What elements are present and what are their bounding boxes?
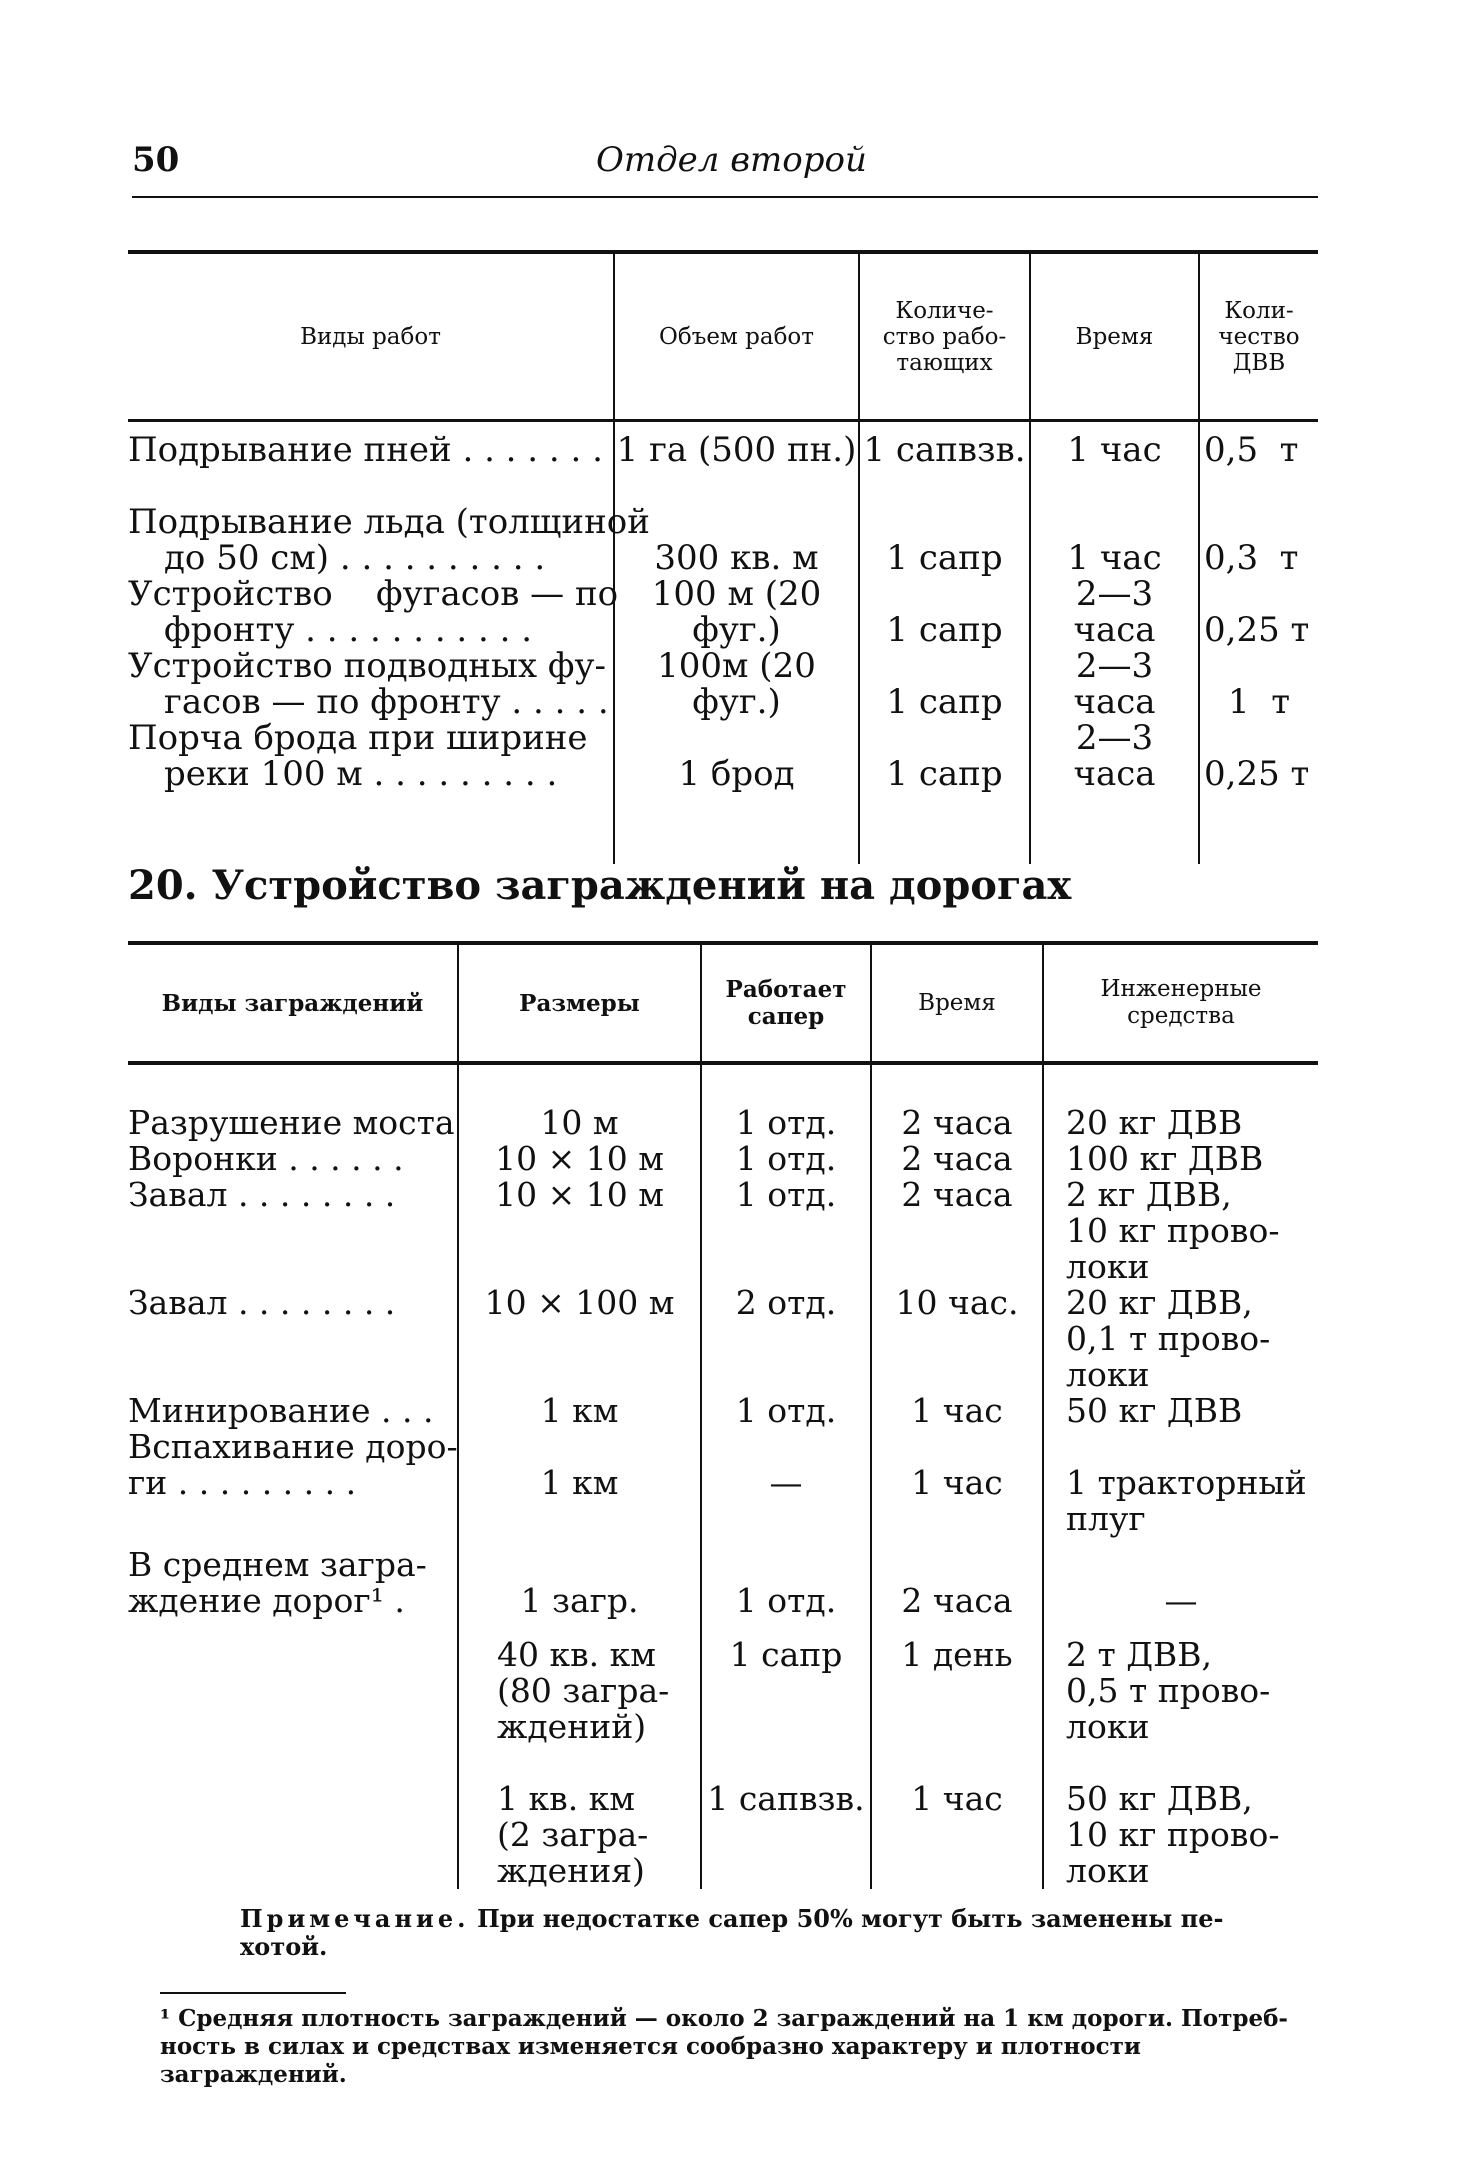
t1-row1-amount: 0,5 т <box>1199 432 1318 504</box>
t2-row2-time: 2 часа <box>871 1141 1043 1177</box>
t2-row1-sapper: 1 отд. <box>701 1105 871 1141</box>
table-row <box>128 720 1318 792</box>
t1-row5-work-l2: реки 100 м . . . . . . . . . <box>164 754 558 794</box>
t1-row5-work-l1: Порча брода при ширине <box>128 718 588 758</box>
t1-row3-workers: 1 сапр <box>859 576 1030 648</box>
t2-row3-type: Завал . . . . . . . . <box>128 1175 396 1214</box>
t2-header-sapper: Работает сапер <box>701 945 871 1063</box>
t2-row4-time: 10 час. <box>871 1285 1043 1393</box>
t2-row4-type: Завал . . . . . . . . <box>128 1283 396 1322</box>
table-works <box>128 254 1318 864</box>
table-row <box>128 1105 1318 1141</box>
note-text: При недостатке сапер 50% могут быть заменены пе- хотой. <box>240 1904 1224 1961</box>
table-row <box>128 504 1318 576</box>
t1-row1-volume: 1 га (500 пн.) <box>614 432 859 504</box>
t2-row5-time: 1 час <box>871 1393 1043 1429</box>
t2-header-means: Инженерные средства <box>1043 945 1318 1063</box>
footnote-rule <box>160 1992 346 1994</box>
t1-row2-time: 1 час <box>1030 504 1199 576</box>
t1-row3-work-l1: Устройство фугасов — по <box>128 574 619 614</box>
t1-row2-volume: 300 кв. м <box>614 504 859 576</box>
t1-row2-work-l2: до 50 см) . . . . . . . . . . <box>164 538 546 578</box>
page-number: 50 <box>132 140 180 180</box>
t1-row5-time: 2—3 часа <box>1030 720 1199 792</box>
table-row <box>128 1537 1318 1619</box>
t2-row7-time: 2 часа <box>871 1537 1043 1619</box>
table-row <box>128 576 1318 648</box>
t1-row4-time: 2—3 часа <box>1030 648 1199 720</box>
table1-header-row <box>128 254 1318 421</box>
t2-row7-means: — <box>1043 1537 1318 1619</box>
t2-row9-time: 1 час <box>871 1771 1043 1889</box>
t1-row5-volume: 1 брод <box>614 720 859 792</box>
t2-row8-means: 2 т ДВВ, 0,5 т прово- локи <box>1043 1619 1318 1771</box>
t1-header-time: Время <box>1030 254 1199 421</box>
t2-row8-time: 1 день <box>871 1619 1043 1771</box>
table-row <box>128 1771 1318 1889</box>
t1-row3-amount: 0,25 т <box>1199 576 1318 648</box>
table-row <box>128 1429 1318 1537</box>
t1-row2-amount: 0,3 т <box>1199 504 1318 576</box>
table-note <box>240 1905 1320 1961</box>
t2-row5-type: Минирование . . . <box>128 1391 434 1430</box>
t1-row4-volume: 100м (20 фуг.) <box>614 648 859 720</box>
t2-row4-size: 10 × 100 м <box>458 1285 701 1393</box>
t2-row4-means: 20 кг ДВВ, 0,1 т прово- локи <box>1043 1285 1318 1393</box>
t1-row5-amount: 0,25 т <box>1199 720 1318 792</box>
t2-row7-type: В среднем загра- ждение дорог¹ . <box>128 1545 427 1620</box>
t1-header-workers: Количе- ство рабо- тающих <box>859 254 1030 421</box>
t1-row5-workers: 1 сапр <box>859 720 1030 792</box>
t2-row3-means: 2 кг ДВВ, 10 кг прово- локи <box>1043 1177 1318 1285</box>
t1-row2-work-l1: Подрывание льда (толщиной <box>128 502 650 542</box>
t1-row1-time: 1 час <box>1030 432 1199 504</box>
table-row <box>128 1285 1318 1393</box>
t2-row5-size: 1 км <box>458 1393 701 1429</box>
t2-row1-time: 2 часа <box>871 1105 1043 1141</box>
running-title: Отдел второй <box>596 140 867 180</box>
t2-row2-means: 100 кг ДВВ <box>1043 1141 1318 1177</box>
t2-row1-type: Разрушение моста <box>128 1103 455 1142</box>
table-row <box>128 1141 1318 1177</box>
t2-row6-time: 1 час <box>871 1429 1043 1537</box>
t1-row1-workers: 1 сапвзв. <box>859 432 1030 504</box>
t1-header-amount: Коли- чество ДВВ <box>1199 254 1318 421</box>
t2-header-size: Размеры <box>458 945 701 1063</box>
footnote: ¹ Средняя плотность заграждений — около 2 заграждений на 1 км дороги. Потреб- ность в силах и средствах изменяется сообразно характеру и плотности заграждений. <box>160 2005 1288 2088</box>
t2-row1-means: 20 кг ДВВ <box>1043 1105 1318 1141</box>
t2-row6-means: 1 тракторный плуг <box>1043 1429 1318 1537</box>
header-rule <box>132 196 1318 198</box>
t2-row8-type <box>128 1619 458 1771</box>
t1-row4-work-l2: гасов — по фронту . . . . . <box>164 682 609 722</box>
t2-row1-size: 10 м <box>458 1105 701 1141</box>
t1-row4-amount: 1 т <box>1199 648 1318 720</box>
t1-header-volume: Объем работ <box>614 254 859 421</box>
t1-row1-work: Подрывание пней . . . . . . . <box>128 430 603 470</box>
t2-row2-type: Воронки . . . . . . <box>128 1139 404 1178</box>
t2-row3-sapper: 1 отд. <box>701 1177 871 1285</box>
t2-row2-size: 10 × 10 м <box>458 1141 701 1177</box>
t1-header-works: Виды работ <box>300 323 441 350</box>
table-row <box>128 1619 1318 1771</box>
t2-row9-type <box>128 1771 458 1889</box>
t1-row4-work-l1: Устройство подводных фу- <box>128 646 607 686</box>
table-row <box>128 432 1318 504</box>
table-row <box>128 1393 1318 1429</box>
t2-row7-size: 1 загр. <box>458 1537 701 1619</box>
t2-row9-sapper: 1 сапвзв. <box>701 1771 871 1889</box>
t2-row6-size: 1 км <box>458 1429 701 1537</box>
t1-row3-time: 2—3 часа <box>1030 576 1199 648</box>
t2-row5-sapper: 1 отд. <box>701 1393 871 1429</box>
note-label: Примечание. <box>240 1904 470 1933</box>
t2-row6-type: Вспахивание доро- ги . . . . . . . . . <box>128 1427 458 1502</box>
t2-row5-means: 50 кг ДВВ <box>1043 1393 1318 1429</box>
t1-row2-workers: 1 сапр <box>859 504 1030 576</box>
t1-row4-workers: 1 сапр <box>859 648 1030 720</box>
table-obstacles <box>128 945 1318 1889</box>
table-row <box>128 1177 1318 1285</box>
t2-row3-size: 10 × 10 м <box>458 1177 701 1285</box>
t2-header-time: Время <box>871 945 1043 1063</box>
t2-row4-sapper: 2 отд. <box>701 1285 871 1393</box>
t2-row3-time: 2 часа <box>871 1177 1043 1285</box>
t2-row6-sapper: — <box>701 1429 871 1537</box>
t2-row9-size: 1 кв. км (2 загра- ждения) <box>458 1771 701 1889</box>
t2-header-type: Виды заграждений <box>161 989 424 1017</box>
t2-row7-sapper: 1 отд. <box>701 1537 871 1619</box>
table-row <box>128 648 1318 720</box>
t2-row9-means: 50 кг ДВВ, 10 кг прово- локи <box>1043 1771 1318 1889</box>
section-heading: 20. Устройство заграждений на дорогах <box>128 862 1072 909</box>
t2-row2-sapper: 1 отд. <box>701 1141 871 1177</box>
table2-header-row <box>128 945 1318 1063</box>
t1-row3-work-l2: фронту . . . . . . . . . . . <box>164 610 533 650</box>
t1-row3-volume: 100 м (20 фуг.) <box>614 576 859 648</box>
t2-row8-size: 40 кв. км (80 загра- ждений) <box>458 1619 701 1771</box>
t2-row8-sapper: 1 сапр <box>701 1619 871 1771</box>
